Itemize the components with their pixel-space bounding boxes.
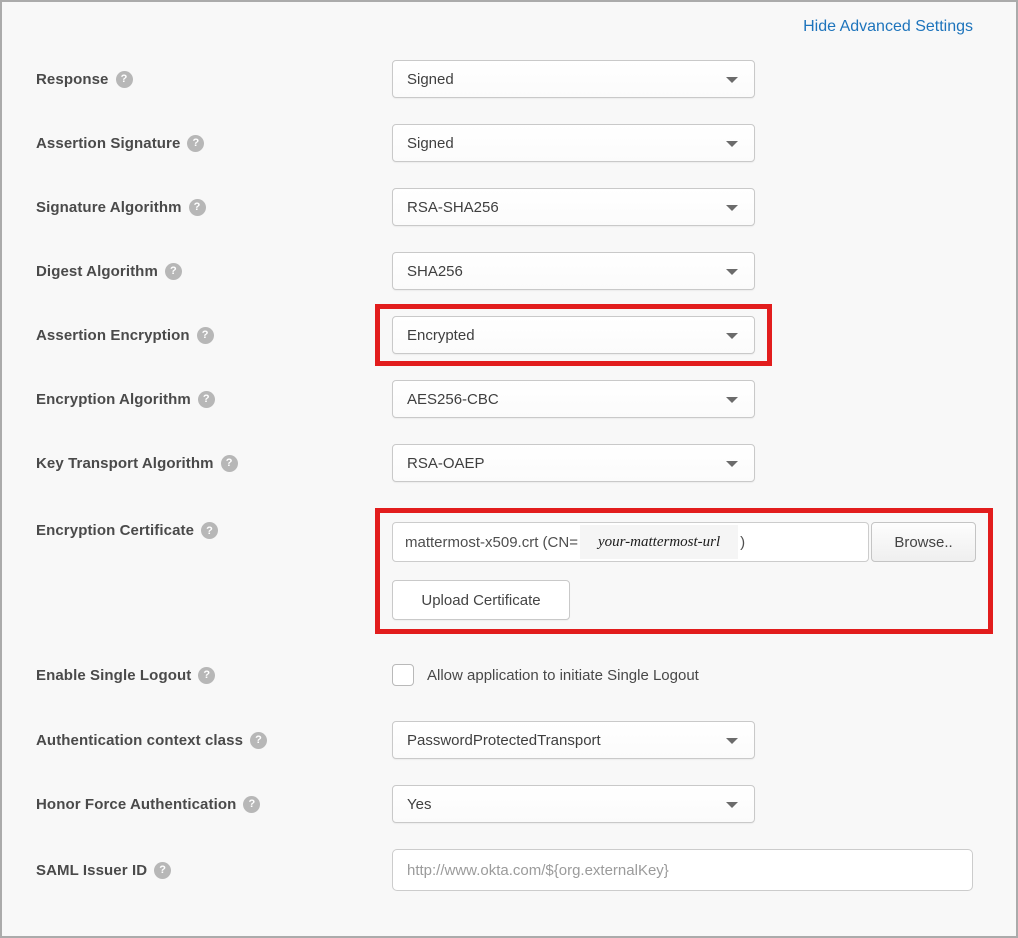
single-logout-checkbox[interactable] <box>392 664 414 686</box>
help-icon[interactable]: ? <box>221 455 238 472</box>
field-label-text: Response <box>36 70 109 88</box>
row-assertion-signature <box>36 124 973 162</box>
field-label-text: Authentication context class <box>36 731 244 749</box>
chevron-down-icon <box>726 802 738 808</box>
help-icon[interactable]: ? <box>165 263 182 280</box>
select-value: RSA-SHA256 <box>407 198 499 216</box>
help-icon[interactable]: ? <box>198 391 215 408</box>
assertion-encryption-label <box>36 327 392 344</box>
row-authentication-context-class <box>36 721 973 759</box>
digest-algorithm-select[interactable] <box>392 252 755 290</box>
chevron-down-icon <box>726 397 738 403</box>
highlight-box-assertion-encryption <box>375 304 772 366</box>
upload-certificate-button[interactable]: Upload Certificate <box>392 580 570 620</box>
signature-algorithm-select[interactable] <box>392 188 755 226</box>
authentication-context-class-label <box>36 732 392 749</box>
field-label-text: Assertion Signature <box>36 134 181 152</box>
digest-algorithm-label <box>36 263 392 280</box>
row-honor-force-authentication <box>36 785 973 823</box>
assertion-encryption-select[interactable] <box>392 316 755 354</box>
encryption-certificate-label <box>36 508 392 539</box>
row-saml-issuer-id <box>36 849 973 891</box>
header-bar <box>36 16 973 36</box>
help-icon[interactable]: ? <box>198 667 215 684</box>
help-icon[interactable]: ? <box>187 135 204 152</box>
select-value: SHA256 <box>407 262 463 280</box>
honor-force-authentication-label <box>36 796 392 813</box>
field-label-text: SAML Issuer ID <box>36 861 148 879</box>
select-value: AES256-CBC <box>407 390 499 408</box>
encryption-algorithm-label <box>36 391 392 408</box>
single-logout-checkbox-label: Allow application to initiate Single Logout <box>427 666 699 684</box>
enable-single-logout-label <box>36 667 392 684</box>
help-icon[interactable]: ? <box>250 732 267 749</box>
select-value: Yes <box>407 795 432 813</box>
chevron-down-icon <box>726 141 738 147</box>
field-label-text: Assertion Encryption <box>36 326 190 344</box>
row-key-transport-algorithm <box>36 444 973 482</box>
encryption-algorithm-select[interactable] <box>392 380 755 418</box>
chevron-down-icon <box>726 269 738 275</box>
field-label-text: Encryption Algorithm <box>36 390 191 408</box>
field-label-text: Encryption Certificate <box>36 522 195 539</box>
assertion-signature-select[interactable] <box>392 124 755 162</box>
help-icon[interactable]: ? <box>189 199 206 216</box>
certificate-file-field[interactable] <box>392 522 869 562</box>
highlight-box-encryption-certificate <box>375 508 993 634</box>
field-label-text: Honor Force Authentication <box>36 795 237 813</box>
select-value: Encrypted <box>407 326 475 344</box>
row-assertion-encryption <box>36 316 973 354</box>
hide-advanced-settings-link[interactable]: Hide Advanced Settings <box>803 18 973 35</box>
saml-issuer-id-label <box>36 862 392 879</box>
field-label-text: Signature Algorithm <box>36 198 182 216</box>
field-label-text: Enable Single Logout <box>36 666 192 684</box>
row-enable-single-logout <box>36 664 973 686</box>
chevron-down-icon <box>726 333 738 339</box>
key-transport-algorithm-select[interactable] <box>392 444 755 482</box>
select-value: PasswordProtectedTransport <box>407 731 601 749</box>
response-select[interactable] <box>392 60 755 98</box>
row-signature-algorithm <box>36 188 973 226</box>
response-label <box>36 71 392 88</box>
field-label-text: Key Transport Algorithm <box>36 454 214 472</box>
authentication-context-class-select[interactable] <box>392 721 755 759</box>
key-transport-algorithm-label <box>36 455 392 472</box>
help-icon[interactable]: ? <box>243 796 260 813</box>
signature-algorithm-label <box>36 199 392 216</box>
select-value: Signed <box>407 70 454 88</box>
saml-issuer-id-value: http://www.okta.com/${org.externalKey} <box>407 861 669 879</box>
chevron-down-icon <box>726 461 738 467</box>
help-icon[interactable]: ? <box>197 327 214 344</box>
chevron-down-icon <box>726 77 738 83</box>
select-value: Signed <box>407 134 454 152</box>
help-icon[interactable]: ? <box>154 862 171 879</box>
help-icon[interactable]: ? <box>201 522 218 539</box>
assertion-signature-label <box>36 135 392 152</box>
chevron-down-icon <box>726 738 738 744</box>
browse-button[interactable]: Browse.. <box>871 522 976 562</box>
certificate-file-name: mattermost-x509.crt (CN= <box>405 533 578 551</box>
redacted-common-name: your-mattermost-url <box>580 525 738 559</box>
row-encryption-certificate <box>36 508 973 634</box>
row-digest-algorithm <box>36 252 973 290</box>
help-icon[interactable]: ? <box>116 71 133 88</box>
row-response <box>36 60 973 98</box>
saml-issuer-id-input[interactable] <box>392 849 973 891</box>
certificate-file-name-suffix: ) <box>740 533 746 551</box>
certificate-file-line <box>392 522 976 562</box>
select-value: RSA-OAEP <box>407 454 485 472</box>
honor-force-authentication-select[interactable] <box>392 785 755 823</box>
field-label-text: Digest Algorithm <box>36 262 158 280</box>
row-encryption-algorithm <box>36 380 973 418</box>
chevron-down-icon <box>726 205 738 211</box>
